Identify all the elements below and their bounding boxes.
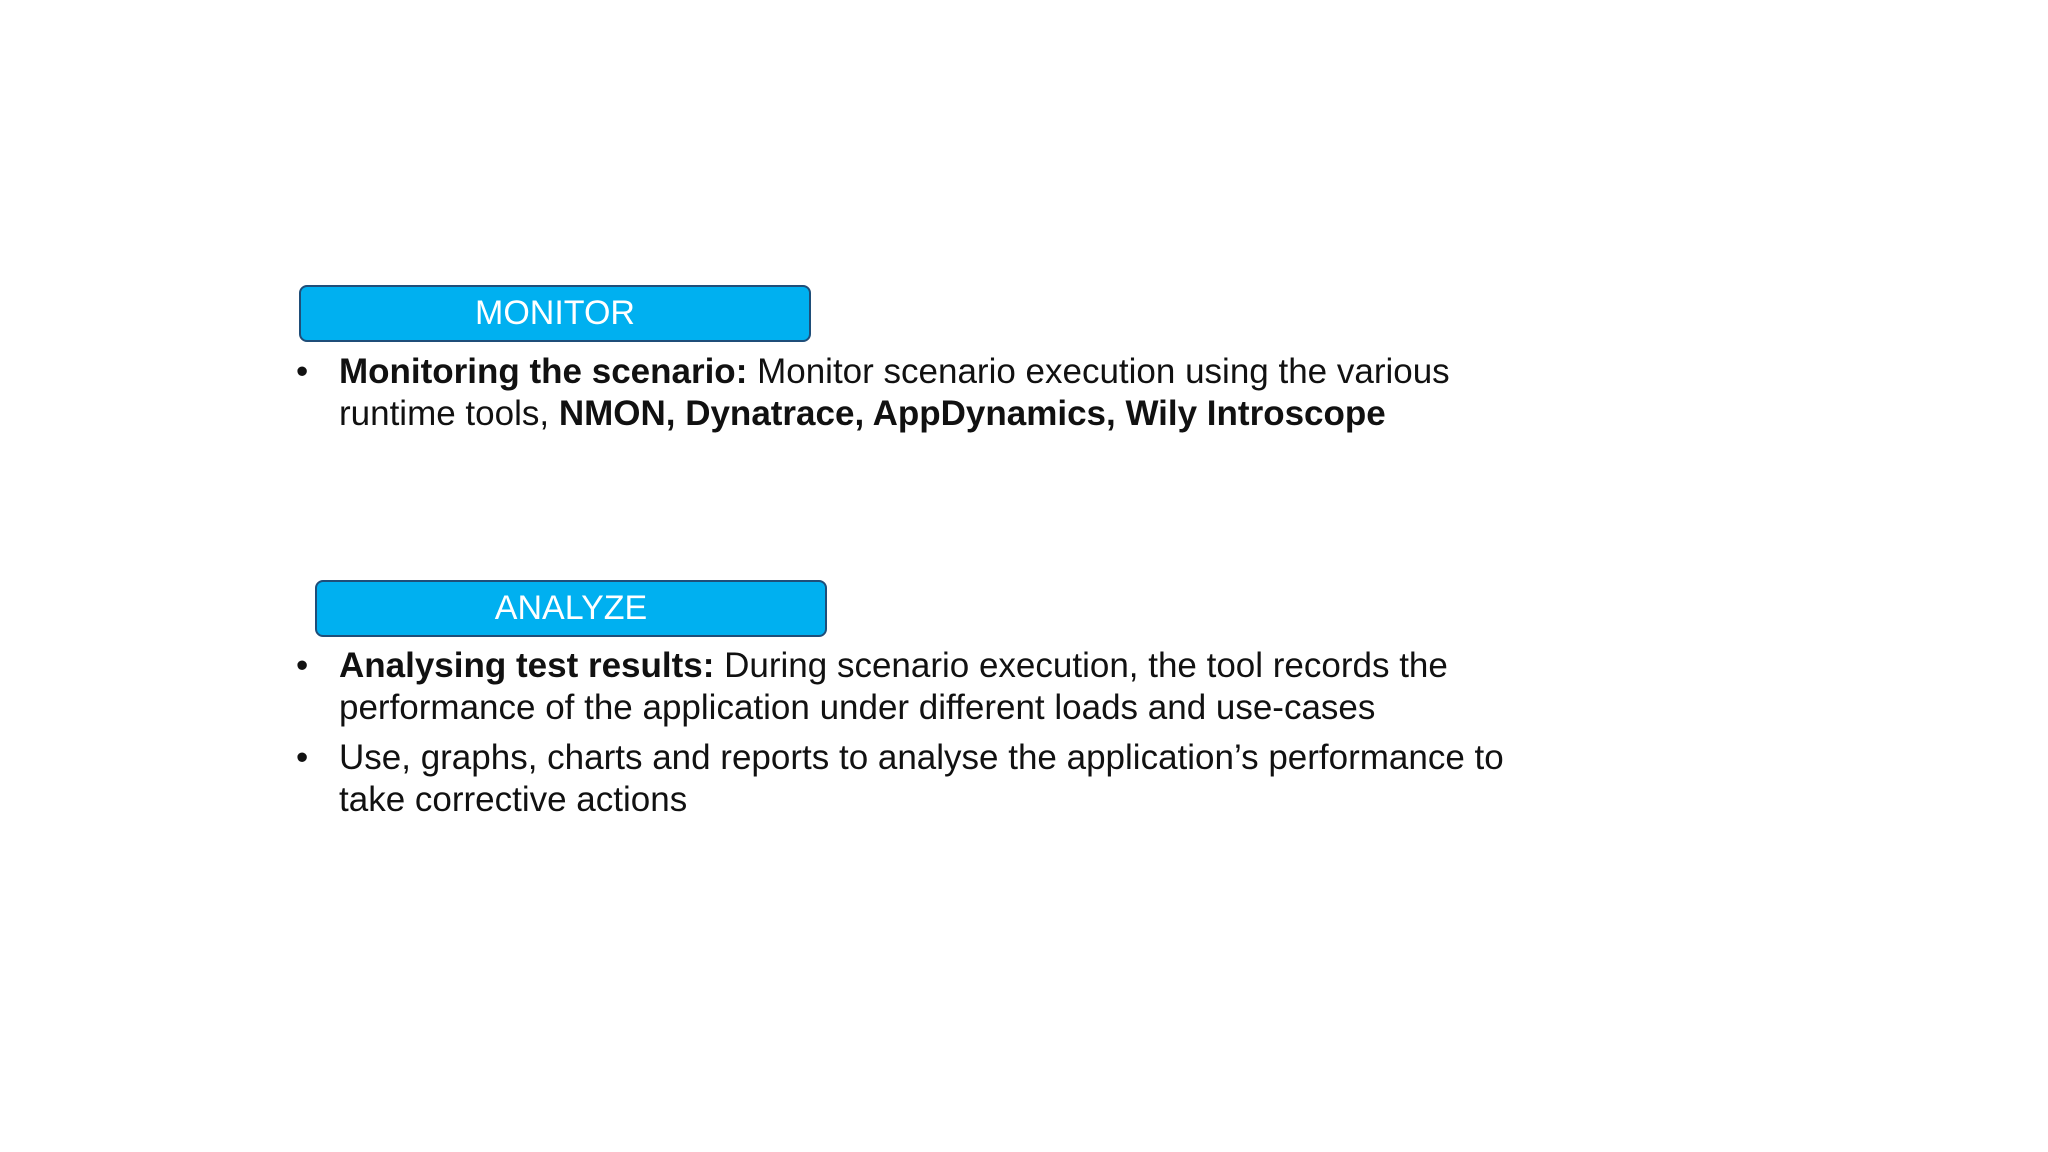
bullet-icon: • <box>296 646 309 685</box>
analyze-bullet-1 <box>296 645 1556 729</box>
bullet-icon: • <box>296 738 309 777</box>
monitor-bullet-1-bold-lead: Monitoring the scenario: <box>339 352 748 391</box>
analyze-section-label: ANALYZE <box>315 580 827 637</box>
monitor-bullet-1-tool-names: NMON, Dynatrace, AppDynamics, Wily Introscope <box>558 394 1386 433</box>
monitor-bullet-1 <box>296 351 1556 435</box>
monitor-bullet-1-text: Monitor scenario execution using the various runtime tools, <box>339 352 1450 433</box>
analyze-bullet-2-text: Use, graphs, charts and reports to analyse the application’s performance to take corrective actions <box>339 738 1504 819</box>
analyze-bullet-1-bold-lead: Analysing test results: <box>339 646 715 685</box>
analyze-bullet-2 <box>296 737 1556 821</box>
monitor-bullet-list <box>296 351 1556 443</box>
monitor-section-label: MONITOR <box>299 285 811 342</box>
analyze-bullet-1-text: During scenario execution, the tool records the performance of the application under different loads and use-cases <box>339 646 1448 727</box>
bullet-icon: • <box>296 352 309 391</box>
analyze-bullet-list <box>296 645 1556 829</box>
